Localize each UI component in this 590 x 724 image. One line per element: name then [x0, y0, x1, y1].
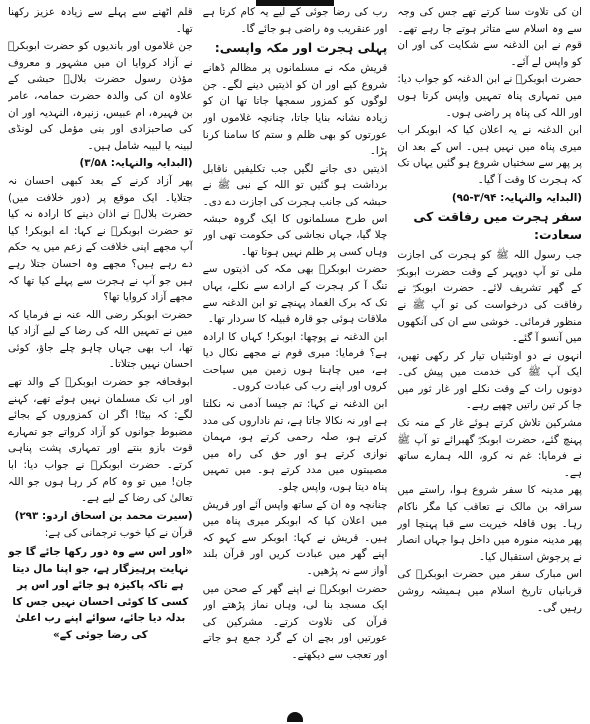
paragraph: ابوقحافہ جو حضرت ابوبکرؓ کے والد تھے اور اب تک مسلمان نہیں ہوئے تھے، کہنے لگے: کہ بیٹا! اگر ان کمزوروں کے بجائے مضبوط جوانوں کو آزاد کرواتے جو تمہارے قوت بازو بنتے اور تمہاری پشت پناہی کرتے۔ حضرت ابوبکرؓ نے جواب دیا: ابا جان! میں تو وہ کام کر رہا ہوں جو اللہ تعالیٰ کی رضا کے لیے ہے۔ [8, 376, 193, 505]
paragraph: ابن الدغنہ نے کہا: تم جیسا آدمی نہ نکلتا ہے اور نہ نکالا جاتا ہے، تم ناداروں کی مدد کرتے ہو، صلہ رحمی کرتے ہو، مہمان نوازی کرتے ہو اور حق کی راہ میں مصیبتوں میں مدد کرتے ہو۔ میں تمہیں پناہ دیتا ہوں، واپس چلو۔ [202, 398, 388, 494]
page-footer-mark [287, 712, 303, 722]
paragraph: ابن الدغنہ نے پوچھا: ابوبکر! کہاں کا ارادہ ہے؟ فرمایا: میری قوم نے مجھے نکال دیا ہے، میں چاہتا ہوں زمین میں سیاحت کروں اور اپنے رب کی عبادت کروں۔ [202, 330, 388, 393]
paragraph: انہوں نے دو اونٹنیاں تیار کر رکھی تھیں، ایک آپ ﷺ کی خدمت میں پیش کی۔ دونوں رات کے وقت نکلے اور غار ثور میں جا کر تین راتیں چھپے رہے۔ [397, 349, 583, 412]
quranic-quote: «اور اس سے وہ دور رکھا جائے گا جو نہایت پرہیزگار ہے، جو اپنا مال دیتا ہے تاکہ پاکیزہ ہو جائے اور اس پر کسی کا کوئی احسان نہیں جس کا بدلہ دیا جائے، سوائے اپنے رب اعلیٰ کی رضا جوئی کے» [8, 546, 193, 641]
reference: (سیرت محمد بن اسحاق اردو: ۲۹۳) [14, 509, 193, 522]
paragraph: ان کی تلاوت سنا کرتے تھے جس کی وجہ سے وہ اسلام سے متاثر ہوتے جا رہے تھے۔ قوم نے ابن الدغنہ سے شکایت کی اور ان کو واپس لے آئے۔ [397, 6, 583, 68]
paragraph: جن غلاموں اور باندیوں کو حضرت ابوبکرؓ نے آزاد کروایا ان میں مشہور و معروف مؤذن رسول حضرت بلالؓ حبشی کے علاوہ ان کی والدہ حضرت حمامہ، عامر بن فہیرہ، ام عبیس، زنیرہ، النہدیہ اور ان کی صاحبزادی اور بنی مؤمل کی لونڈی لبینہ یا لبیبہ شامل ہیں۔ [8, 40, 193, 152]
paragraph: حضرت ابوبکرؓ نے اپنے گھر کے صحن میں ایک مسجد بنا لی، وہاں نماز پڑھتے اور قرآن کی تلاوت کرتے۔ مشرکین کی عورتیں اور بچے ان کے گرد جمع ہو جاتے اور تعجب سے دیکھتے۔ [202, 582, 388, 661]
paragraph: پھر آزاد کرنے کے بعد کبھی احسان نہ جتلایا۔ ایک موقع پر (دور خلافت میں) حضرت بلالؓ نے اذان دینے کا ارادہ نہ کیا تو حضرت ابوبکرؓ نے کہا: اے ابوبکر! کیا آپ مجھے اپنی خلافت کے زعم میں یہ حکم دے رہے ہیں؟ مجھے وہ احسان جتلا رہے ہیں جو آپ نے ہجرت سے پہلے کیا تھا کہ مجھے آزاد کروایا تھا؟ [8, 174, 193, 304]
text-columns [8, 4, 582, 710]
paragraph: حضرت ابوبکر رضی اللہ عنہ نے فرمایا کہ میں نے تمہیں اللہ کی رضا کے لیے آزاد کیا تھا، اب بھی جہاں چاہو چلے جاؤ، کوئی احسان نہیں جتلاتا۔ [8, 308, 193, 371]
reference: (البدایہ والنہایہ: ۳/۵۸) [79, 157, 193, 170]
paragraph: حضرت ابوبکرؓ بھی مکہ کی اذیتوں سے تنگ آ کر ہجرت کے ارادے سے نکلے، یہاں تک کہ برک الغماد پہنچے تو ابن الدغنہ سے ملاقات ہوئی جو قارہ قبیلہ کا سردار تھا۔ [202, 263, 388, 326]
right-column [8, 4, 193, 710]
paragraph: قریش مکہ نے مسلمانوں پر مظالم ڈھانے شروع کیے اور ان کو اذیتیں دینے لگے۔ جن لوگوں کو کمزور سمجھا جاتا تھا ان کو زیادہ نشانہ بنایا جاتا، چنانچہ غلاموں اور عورتوں کو بھی ظلم و ستم کا سامنا کرنا پڑا۔ [202, 62, 388, 158]
paragraph: مشرکین تلاش کرتے ہوئے غار کے منہ تک پہنچ گئے، حضرت ابوبکرؓ گھبرائے تو آپ ﷺ نے فرمایا: غم نہ کرو، اللہ ہمارے ساتھ ہے۔ [397, 417, 583, 479]
paragraph: جب رسول اللہ ﷺ کو ہجرت کی اجازت ملی تو آپ دوپہر کے وقت حضرت ابوبکرؓ کے گھر تشریف لائے۔ حضرت ابوبکرؓ نے رفاقت کی درخواست کی تو آپ ﷺ نے منظور فرمائی۔ خوشی سے ان کی آنکھوں میں آنسو آ گئے۔ [397, 249, 583, 345]
paragraph: حضرت ابوبکرؓ نے ابن الدغنہ کو جواب دیا: میں تمہاری پناہ تمہیں واپس کرتا ہوں اور اللہ کی پناہ پر راضی ہوں۔ [397, 73, 583, 119]
middle-column [203, 4, 388, 710]
section-heading: سفر ہجرت میں رفاقت کی سعادت: [413, 209, 583, 243]
paragraph: اذیتیں دی جانے لگیں جب تکلیفیں ناقابل برداشت ہو گئیں تو اللہ کے نبی ﷺ نے حبشہ کی جانب ہجرت کی اجازت دے دی۔ اس طرح مسلمانوں کا ایک گروہ حبشہ چلا گیا، جہاں نجاشی کی حکومت تھی اور وہاں کسی پر ظلم نہیں ہوتا تھا۔ [202, 162, 388, 258]
paragraph: اس مبارک سفر میں حضرت ابوبکرؓ کی قربانیاں تاریخ اسلام میں ہمیشہ روشن رہیں گی۔ [397, 568, 583, 614]
paragraph: ابن الدغنہ نے یہ اعلان کیا کہ ابوبکر اب میری پناہ میں نہیں ہیں۔ اس کے بعد ان پر پھر سے سختیاں شروع ہو گئیں یہاں تک کہ ہجرت کا وقت آ گیا۔ [397, 124, 583, 186]
paragraph: چنانچہ وہ ان کے ساتھ واپس آئے اور قریش میں اعلان کیا کہ ابوبکر میری پناہ میں ہیں۔ قریش نے کہا: ابوبکر سے کہو کہ اپنے گھر میں عبادت کریں اور قرآن بلند آواز سے نہ پڑھیں۔ [202, 498, 388, 577]
section-heading: پہلی ہجرت اور مکہ واپسی: [214, 40, 388, 56]
reference: (البدایہ والنہایہ: ۳/۹۴-۹۵) [451, 191, 583, 204]
paragraph: قرآن نے کیا خوب ترجمانی کی ہے: [44, 527, 193, 540]
paragraph: رب کی رضا جوئی کے لیے یہ کام کرتا ہے اور عنقریب وہ راضی ہو جائے گا۔ [202, 6, 388, 35]
left-column [397, 4, 582, 710]
paragraph: پھر مدینہ کا سفر شروع ہوا، راستے میں سراقہ بن مالک نے تعاقب کیا مگر ناکام رہا۔ یوں قافلہ خیریت سے قبا پہنچا اور پھر مدینہ منورہ میں داخل ہوا جہاں انصار نے پرجوش استقبال کیا۔ [397, 484, 583, 563]
paragraph: قلم اٹھنے سے پہلے سے زیادہ عزیز رکھنا تھا۔ [8, 6, 193, 35]
